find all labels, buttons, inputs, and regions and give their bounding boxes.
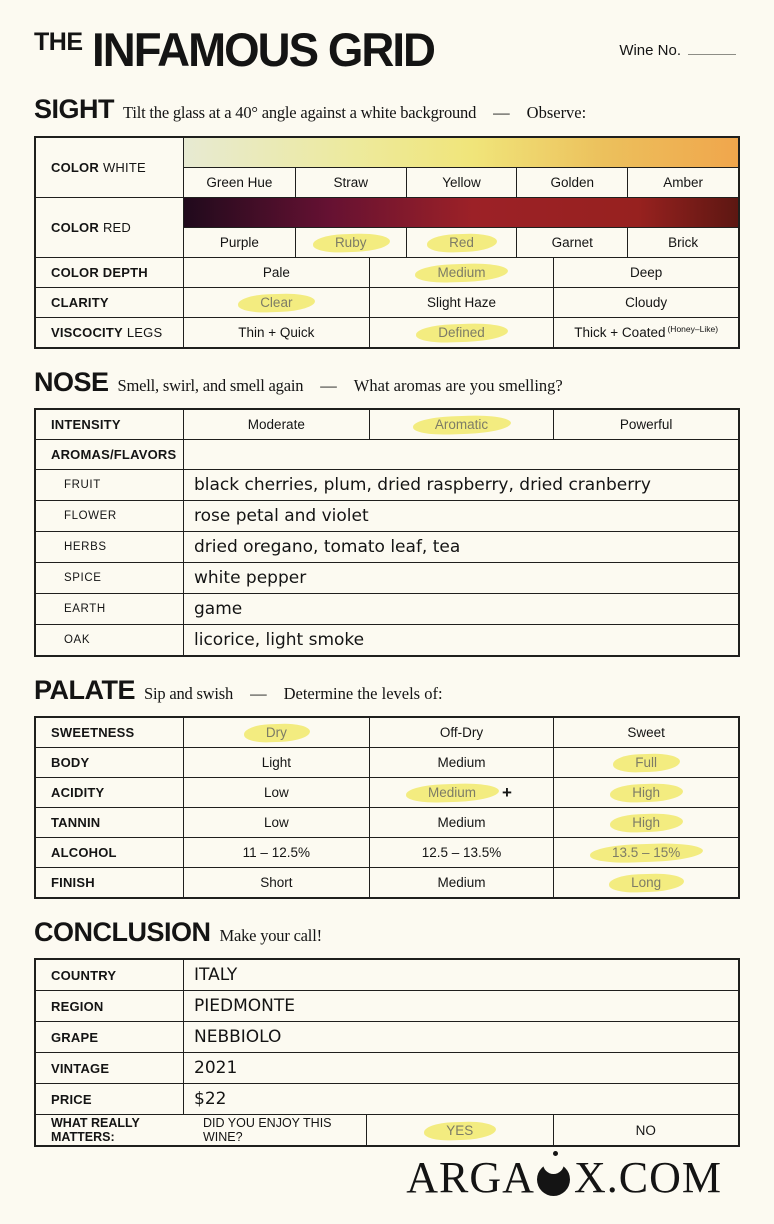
palate-table bbox=[34, 716, 740, 899]
option-cell[interactable]: Cloudy bbox=[553, 288, 738, 317]
label-strong: TANNIN bbox=[51, 815, 101, 830]
option-cell[interactable]: Green Hue bbox=[206, 175, 273, 190]
label-strong: VINTAGE bbox=[51, 1060, 110, 1076]
highlight-marker: Ruby bbox=[318, 233, 384, 252]
wine-number-field bbox=[619, 42, 736, 59]
conclusion-entry[interactable]: ITALY bbox=[194, 965, 238, 985]
row-viscosity bbox=[36, 317, 738, 347]
row-label bbox=[36, 1053, 184, 1083]
label-strong: COLOR bbox=[51, 160, 99, 175]
white-wine-gradient-swatch bbox=[184, 138, 738, 168]
row-label bbox=[36, 1115, 367, 1145]
row-enjoyment bbox=[36, 1114, 738, 1145]
row-label bbox=[36, 258, 184, 287]
palate-title: PALATE bbox=[34, 675, 135, 705]
conclusion-entry[interactable]: 2021 bbox=[194, 1058, 238, 1078]
nose-subtitle: Smell, swirl, and smell again bbox=[117, 376, 304, 395]
highlight-marker: High bbox=[615, 783, 677, 802]
wine-number-label: Wine No. bbox=[619, 42, 681, 59]
option-cell[interactable] bbox=[553, 748, 738, 777]
highlight-marker: Defined bbox=[421, 323, 502, 342]
conclusion-subtitle: Make your call! bbox=[219, 926, 322, 945]
conclusion-entry[interactable]: PIEDMONTE bbox=[194, 996, 295, 1016]
brand-text-right: X.COM bbox=[573, 1153, 722, 1202]
option-cell[interactable]: Deep bbox=[553, 258, 738, 287]
row-region bbox=[36, 990, 738, 1021]
option-cell[interactable]: Amber bbox=[627, 168, 738, 197]
label-light: DID YOU ENJOY THIS WINE? bbox=[203, 1116, 332, 1144]
row-label bbox=[36, 440, 184, 469]
option-cell[interactable] bbox=[369, 778, 554, 807]
aroma-entry[interactable]: dried oregano, tomato leaf, tea bbox=[194, 537, 461, 557]
row-label bbox=[36, 318, 184, 347]
palate-subtitle: Sip and swish bbox=[144, 684, 234, 703]
highlight-marker: Clear bbox=[243, 293, 309, 312]
sight-heading bbox=[34, 96, 740, 123]
option-cell[interactable]: Straw bbox=[295, 168, 406, 197]
option-cell[interactable]: Moderate bbox=[247, 417, 305, 432]
palate-heading bbox=[34, 677, 740, 704]
option-cell[interactable]: Sweet bbox=[553, 718, 738, 747]
brand-text-left: ARGA bbox=[406, 1153, 535, 1202]
highlight-marker: Long bbox=[614, 873, 678, 892]
label-strong: CLARITY bbox=[51, 295, 109, 310]
row-earth bbox=[36, 593, 738, 624]
label-strong: COLOR bbox=[51, 220, 99, 235]
conclusion-title: CONCLUSION bbox=[34, 917, 211, 947]
option-cell[interactable]: Low bbox=[263, 815, 289, 830]
label-strong: ALCOHOL bbox=[51, 845, 117, 860]
highlight-marker: 13.5 – 15% bbox=[595, 843, 697, 862]
row-label bbox=[36, 808, 184, 837]
aroma-entry[interactable]: black cherries, plum, dried raspberry, dried cranberry bbox=[194, 475, 651, 495]
option-cell[interactable] bbox=[553, 838, 738, 867]
row-label bbox=[36, 198, 184, 257]
row-finish bbox=[36, 867, 738, 897]
option-cell[interactable]: Yellow bbox=[406, 168, 517, 197]
label-strong: FINISH bbox=[51, 875, 95, 890]
highlight-marker: Aromatic bbox=[418, 415, 505, 434]
label-strong: REGION bbox=[51, 998, 104, 1014]
row-fruit bbox=[36, 469, 738, 500]
page-title bbox=[34, 23, 444, 76]
label-strong: PRICE bbox=[51, 1091, 92, 1107]
row-label bbox=[36, 138, 184, 197]
highlight-marker: High bbox=[615, 813, 677, 832]
conclusion-table bbox=[34, 958, 740, 1147]
highlight-marker: YES bbox=[429, 1121, 490, 1140]
option-cell[interactable]: Pale bbox=[262, 265, 290, 280]
row-acidity bbox=[36, 777, 738, 807]
option-cell[interactable] bbox=[553, 778, 738, 807]
aroma-label: HERBS bbox=[36, 532, 184, 562]
title-prefix: THE bbox=[34, 28, 83, 56]
label-strong: INTENSITY bbox=[51, 417, 121, 432]
option-cell[interactable] bbox=[406, 228, 517, 257]
highlight-marker: Full bbox=[618, 753, 674, 772]
color-red-scale bbox=[184, 198, 738, 257]
red-wine-gradient-swatch bbox=[184, 198, 738, 228]
row-herbs bbox=[36, 531, 738, 562]
option-cell[interactable]: Thin + Quick bbox=[238, 325, 315, 340]
aroma-entry[interactable]: game bbox=[194, 599, 243, 619]
row-body bbox=[36, 747, 738, 777]
row-label bbox=[36, 410, 184, 439]
sight-subtitle: Tilt the glass at a 40° angle against a white background bbox=[123, 103, 477, 122]
row-intensity bbox=[36, 410, 738, 439]
row-label bbox=[36, 288, 184, 317]
option-text: Thick + Coated bbox=[574, 325, 666, 340]
option-cell[interactable]: Purple bbox=[219, 235, 259, 250]
row-aromas-header bbox=[36, 439, 738, 469]
sight-title: SIGHT bbox=[34, 94, 115, 124]
option-cell-yes[interactable] bbox=[367, 1115, 553, 1145]
header bbox=[34, 23, 740, 76]
option-cell[interactable]: Light bbox=[261, 755, 291, 770]
color-red-options bbox=[184, 228, 738, 257]
row-label bbox=[36, 1084, 184, 1114]
row-spice bbox=[36, 562, 738, 593]
aroma-entry[interactable]: white pepper bbox=[194, 568, 307, 588]
highlight-marker: Medium bbox=[411, 783, 493, 802]
option-cell-no[interactable]: NO bbox=[553, 1115, 739, 1145]
aroma-entry[interactable]: licorice, light smoke bbox=[194, 630, 365, 650]
label-strong: ACIDITY bbox=[51, 785, 105, 800]
aroma-label: FLOWER bbox=[36, 501, 184, 531]
row-sweetness bbox=[36, 718, 738, 747]
option-cell[interactable]: Powerful bbox=[553, 410, 738, 439]
option-cell[interactable]: Medium bbox=[369, 748, 554, 777]
row-label bbox=[36, 838, 184, 867]
brand-logo bbox=[52, 1153, 722, 1202]
sight-table bbox=[34, 136, 740, 349]
label-strong: BODY bbox=[51, 755, 90, 770]
empty-cell[interactable] bbox=[184, 440, 738, 469]
option-cell[interactable]: Brick bbox=[627, 228, 738, 257]
sight-subtitle-tail: Observe: bbox=[526, 103, 587, 122]
row-label bbox=[36, 868, 184, 897]
option-cell[interactable] bbox=[553, 808, 738, 837]
row-label bbox=[36, 1022, 184, 1052]
label-strong: COUNTRY bbox=[51, 967, 117, 983]
option-cell[interactable]: Garnet bbox=[516, 228, 627, 257]
option-cell[interactable]: 12.5 – 13.5% bbox=[369, 838, 554, 867]
row-color-depth bbox=[36, 257, 738, 287]
row-grape bbox=[36, 1021, 738, 1052]
label-strong: WHAT REALLY MATTERS: bbox=[51, 1116, 140, 1144]
option-cell[interactable]: Golden bbox=[516, 168, 627, 197]
nose-title: NOSE bbox=[34, 367, 109, 397]
row-price bbox=[36, 1083, 738, 1114]
conclusion-entry[interactable]: NEBBIOLO bbox=[194, 1027, 282, 1047]
option-cell[interactable]: Short bbox=[260, 875, 293, 890]
aroma-label: EARTH bbox=[36, 594, 184, 624]
option-cell[interactable] bbox=[369, 410, 554, 439]
option-cell[interactable] bbox=[553, 868, 738, 897]
label-strong: GRAPE bbox=[51, 1029, 99, 1045]
row-alcohol bbox=[36, 837, 738, 867]
color-white-scale bbox=[184, 138, 738, 197]
option-cell[interactable]: 11 – 12.5% bbox=[242, 845, 310, 860]
row-country bbox=[36, 960, 738, 990]
conclusion-entry[interactable]: $22 bbox=[194, 1089, 227, 1109]
option-cell[interactable] bbox=[295, 228, 406, 257]
row-label bbox=[36, 960, 184, 990]
color-white-options bbox=[184, 168, 738, 197]
row-label bbox=[36, 778, 184, 807]
row-clarity bbox=[36, 287, 738, 317]
crescent-u-icon bbox=[537, 1158, 572, 1198]
plus-annotation: + bbox=[502, 782, 512, 802]
aroma-entry[interactable]: rose petal and violet bbox=[194, 506, 369, 526]
row-label bbox=[36, 718, 184, 747]
option-cell[interactable] bbox=[369, 318, 554, 347]
option-cell[interactable]: Medium bbox=[369, 868, 554, 897]
option-superscript: (Honey–Like) bbox=[667, 323, 719, 334]
label-strong: SWEETNESS bbox=[51, 725, 135, 740]
dash-separator: — bbox=[320, 376, 337, 395]
label-strong: AROMAS/FLAVORS bbox=[51, 447, 177, 462]
nose-heading bbox=[34, 369, 740, 396]
row-vintage bbox=[36, 1052, 738, 1083]
crescent-bite bbox=[543, 1153, 564, 1174]
palate-subtitle-tail: Determine the levels of: bbox=[283, 684, 443, 703]
option-cell[interactable]: Low bbox=[263, 785, 289, 800]
option-cell[interactable]: Off-Dry bbox=[369, 718, 554, 747]
row-color-red bbox=[36, 197, 738, 257]
row-tannin bbox=[36, 807, 738, 837]
aroma-label: SPICE bbox=[36, 563, 184, 593]
dash-separator: — bbox=[250, 684, 267, 703]
label-light: WHITE bbox=[102, 160, 146, 175]
label-strong: VISCOCITY bbox=[51, 325, 123, 340]
nose-subtitle-tail: What aromas are you smelling? bbox=[353, 376, 563, 395]
option-cell[interactable] bbox=[369, 258, 554, 287]
highlight-marker: Dry bbox=[249, 723, 304, 742]
dash-separator: — bbox=[493, 103, 510, 122]
highlight-marker: Medium bbox=[420, 263, 502, 282]
label-strong: COLOR DEPTH bbox=[51, 265, 148, 280]
label-light: RED bbox=[102, 220, 132, 235]
aroma-label: FRUIT bbox=[36, 470, 184, 500]
title-main: INFAMOUS GRID bbox=[91, 23, 434, 76]
row-oak bbox=[36, 624, 738, 655]
row-label bbox=[36, 748, 184, 777]
wine-number-blank-line[interactable] bbox=[688, 43, 736, 55]
option-cell[interactable] bbox=[553, 318, 738, 347]
row-label bbox=[36, 991, 184, 1021]
label-light: LEGS bbox=[126, 325, 163, 340]
option-cell[interactable]: Medium bbox=[369, 808, 554, 837]
highlight-marker: Red bbox=[432, 233, 491, 252]
option-cell[interactable] bbox=[184, 718, 369, 747]
row-flower bbox=[36, 500, 738, 531]
row-color-white bbox=[36, 138, 738, 197]
aroma-label: OAK bbox=[36, 625, 184, 655]
conclusion-heading bbox=[34, 919, 740, 946]
nose-table bbox=[34, 408, 740, 657]
option-cell[interactable]: Slight Haze bbox=[369, 288, 554, 317]
crescent-dot bbox=[553, 1151, 558, 1156]
option-cell[interactable] bbox=[184, 288, 369, 317]
